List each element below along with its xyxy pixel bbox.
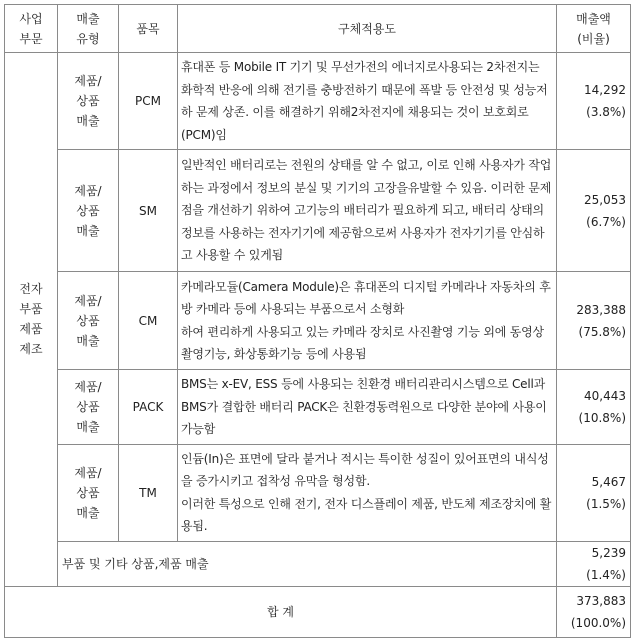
header-item: 품목 — [119, 5, 178, 53]
amount-cell — [557, 370, 631, 445]
table-row — [5, 444, 631, 541]
amount-cell — [557, 541, 631, 586]
ratio: (1.5%) — [586, 496, 626, 511]
table-row — [5, 272, 631, 370]
header-amount: 매출액 (비율) — [557, 5, 631, 53]
header-segment: 사업 부문 — [5, 5, 58, 53]
table-row — [5, 150, 631, 272]
header-usage: 구체적용도 — [178, 5, 557, 53]
amount: 40,443 — [584, 388, 626, 403]
sales-type: 제품/ 상품 매출 — [58, 150, 119, 272]
usage: 인듐(In)은 표면에 달라 붙거나 적시는 특이한 성질이 있어표면의 내식성을 증가시키고 접착성 유막을 형성함. 이러한 특성으로 인해 전기, 전자 디스플레이 제품, 반도체 제조장치에 활용됨. — [178, 444, 557, 541]
usage: 휴대폰 등 Mobile IT 기기 및 무선가전의 에너지로사용되는 2차전지는 화학적 반응에 의해 전기를 충방전하기 때문에 폭발 등 안전성 및 성능저하 문제 상존. 이를 해결하기 위해2차전지에 채용되는 것이 보호회로(PCM)임 — [178, 53, 557, 150]
amount: 283,388 — [576, 302, 626, 317]
total-row — [5, 586, 631, 637]
table-row — [5, 53, 631, 150]
usage: BMS는 x-EV, ESS 등에 사용되는 친환경 배터리관리시스템으로 Cell과 BMS가 결합한 배터리 PACK은 친환경동력원으로 다양한 분야에 사용이 가능함 — [178, 370, 557, 445]
amount: 373,883 — [576, 593, 626, 608]
item: PCM — [119, 53, 178, 150]
header-row — [5, 5, 631, 53]
amount-cell — [557, 586, 631, 637]
sales-type: 제품/ 상품 매출 — [58, 370, 119, 445]
sales-type: 제품/ 상품 매출 — [58, 53, 119, 150]
amount: 5,239 — [591, 545, 626, 560]
item: CM — [119, 272, 178, 370]
amount-cell — [557, 150, 631, 272]
other-row — [5, 541, 631, 586]
amount: 25,053 — [584, 192, 626, 207]
ratio: (10.8%) — [578, 410, 626, 425]
ratio: (100.0%) — [570, 615, 626, 630]
sales-type: 제품/ 상품 매출 — [58, 272, 119, 370]
ratio: (3.8%) — [586, 105, 626, 119]
usage: 일반적인 배터리로는 전원의 상태를 알 수 없고, 이로 인해 사용자가 작업하는 과정에서 정보의 분실 및 기기의 고장을유발할 수 있음. 이러한 문제점을 개선하기 위하여 고기능의 배터리가 필요하게 되고, 배터리 상태의 정보를 사용하는 전자기기에 제공함으로써 사용자가 전자기기를 안심하고 사용할 수 있게됨 — [178, 150, 557, 272]
amount: 5,467 — [591, 474, 626, 489]
item: TM — [119, 444, 178, 541]
other-label: 부품 및 기타 상품,제품 매출 — [58, 541, 557, 586]
ratio: (1.4%) — [586, 567, 626, 582]
total-label: 합 계 — [5, 586, 557, 637]
table-row — [5, 370, 631, 445]
amount: 14,292 — [584, 83, 626, 97]
header-sales-type: 매출 유형 — [58, 5, 119, 53]
sales-table — [4, 4, 631, 638]
ratio: (75.8%) — [578, 324, 626, 339]
usage: 카메라모듈(Camera Module)은 휴대폰의 디지털 카메라나 자동차의 후방 카메라 등에 사용되는 부품으로서 소형화 하여 편리하게 사용되고 있는 카메라 장치로 사진촬영 기능 외에 동영상 촬영기능, 화상통화기능 등에 사용됨 — [178, 272, 557, 370]
amount-cell — [557, 444, 631, 541]
amount-cell — [557, 53, 631, 150]
item: PACK — [119, 370, 178, 445]
segment-cell: 전자 부품 제품 제조 — [5, 53, 58, 587]
amount-cell — [557, 272, 631, 370]
ratio: (6.7%) — [586, 214, 626, 229]
item: SM — [119, 150, 178, 272]
sales-type: 제품/ 상품 매출 — [58, 444, 119, 541]
